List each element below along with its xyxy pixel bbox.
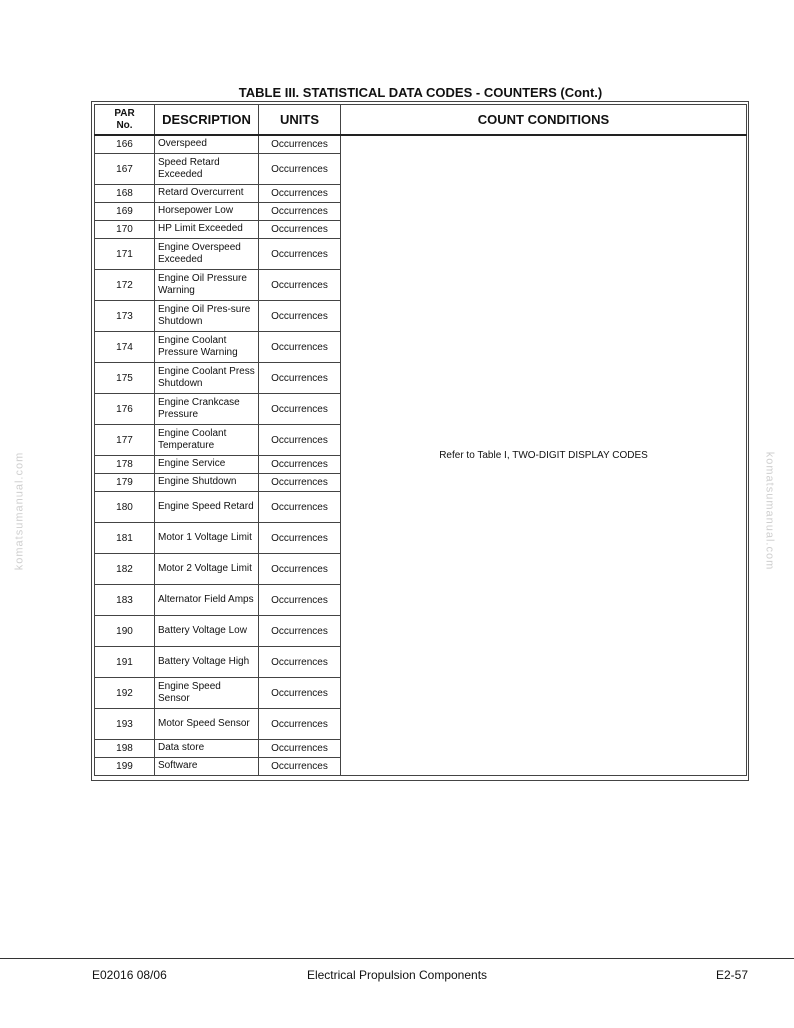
description-cell: Engine Coolant Temperature xyxy=(155,425,259,456)
units-cell: Occurrences xyxy=(259,239,341,270)
par-cell: 168 xyxy=(95,185,155,203)
description-cell: Engine Coolant Press Shutdown xyxy=(155,363,259,394)
description-cell: Alternator Field Amps xyxy=(155,585,259,616)
par-cell: 173 xyxy=(95,301,155,332)
units-cell: Occurrences xyxy=(259,301,341,332)
data-table xyxy=(94,104,747,776)
units-cell: Occurrences xyxy=(259,221,341,239)
header-row xyxy=(95,105,747,136)
description-cell: Overspeed xyxy=(155,135,259,154)
description-cell: Battery Voltage High xyxy=(155,647,259,678)
par-cell: 169 xyxy=(95,203,155,221)
par-cell: 170 xyxy=(95,221,155,239)
units-cell: Occurrences xyxy=(259,185,341,203)
par-cell: 192 xyxy=(95,678,155,709)
par-cell: 190 xyxy=(95,616,155,647)
description-cell: Engine Overspeed Exceeded xyxy=(155,239,259,270)
units-cell: Occurrences xyxy=(259,135,341,154)
header-count-conditions: COUNT CONDITIONS xyxy=(341,105,747,136)
header-description: DESCRIPTION xyxy=(155,105,259,136)
footer-section-title: Electrical Propulsion Components xyxy=(306,968,488,982)
table-row xyxy=(95,135,747,154)
par-cell: 198 xyxy=(95,740,155,758)
description-cell: Engine Shutdown xyxy=(155,474,259,492)
description-cell: Speed Retard Exceeded xyxy=(155,154,259,185)
footer-doc-code: E02016 08/06 xyxy=(92,968,167,982)
units-cell: Occurrences xyxy=(259,474,341,492)
par-cell: 166 xyxy=(95,135,155,154)
footer-page-number: E2-57 xyxy=(715,968,748,982)
units-cell: Occurrences xyxy=(259,332,341,363)
par-cell: 182 xyxy=(95,554,155,585)
header-par-line1: PAR xyxy=(114,107,135,119)
par-cell: 199 xyxy=(95,758,155,776)
units-cell: Occurrences xyxy=(259,270,341,301)
par-cell: 191 xyxy=(95,647,155,678)
par-cell: 180 xyxy=(95,492,155,523)
watermark-right: komatsumanual.com xyxy=(763,451,776,571)
description-cell: Retard Overcurrent xyxy=(155,185,259,203)
units-cell: Occurrences xyxy=(259,394,341,425)
par-cell: 179 xyxy=(95,474,155,492)
units-cell: Occurrences xyxy=(259,492,341,523)
description-cell: Motor 2 Voltage Limit xyxy=(155,554,259,585)
par-cell: 183 xyxy=(95,585,155,616)
description-cell: Engine Speed Sensor xyxy=(155,678,259,709)
units-cell: Occurrences xyxy=(259,678,341,709)
header-par xyxy=(95,105,155,136)
units-cell: Occurrences xyxy=(259,709,341,740)
units-cell: Occurrences xyxy=(259,154,341,185)
description-cell: HP Limit Exceeded xyxy=(155,221,259,239)
units-cell: Occurrences xyxy=(259,425,341,456)
units-cell: Occurrences xyxy=(259,203,341,221)
count-conditions-cell: Refer to Table I, TWO-DIGIT DISPLAY CODES xyxy=(341,135,747,776)
description-cell: Motor Speed Sensor xyxy=(155,709,259,740)
par-cell: 167 xyxy=(95,154,155,185)
units-cell: Occurrences xyxy=(259,363,341,394)
description-cell: Engine Crankcase Pressure xyxy=(155,394,259,425)
header-units: UNITS xyxy=(259,105,341,136)
units-cell: Occurrences xyxy=(259,740,341,758)
par-cell: 193 xyxy=(95,709,155,740)
par-cell: 177 xyxy=(95,425,155,456)
par-cell: 178 xyxy=(95,456,155,474)
par-cell: 172 xyxy=(95,270,155,301)
data-table-frame xyxy=(91,101,749,781)
units-cell: Occurrences xyxy=(259,758,341,776)
units-cell: Occurrences xyxy=(259,523,341,554)
par-cell: 176 xyxy=(95,394,155,425)
description-cell: Engine Coolant Pressure Warning xyxy=(155,332,259,363)
header-par-line2: No. xyxy=(116,119,133,131)
units-cell: Occurrences xyxy=(259,616,341,647)
units-cell: Occurrences xyxy=(259,585,341,616)
description-cell: Engine Service xyxy=(155,456,259,474)
par-cell: 174 xyxy=(95,332,155,363)
description-cell: Software xyxy=(155,758,259,776)
par-cell: 181 xyxy=(95,523,155,554)
watermark-left: komatsumanual.com xyxy=(13,451,26,571)
description-cell: Battery Voltage Low xyxy=(155,616,259,647)
footer-divider xyxy=(0,958,794,959)
description-cell: Engine Oil Pres-sure Shutdown xyxy=(155,301,259,332)
description-cell: Horsepower Low xyxy=(155,203,259,221)
table-title: TABLE III. STATISTICAL DATA CODES - COUNTERS (Cont.) xyxy=(238,85,603,100)
description-cell: Engine Speed Retard xyxy=(155,492,259,523)
par-cell: 171 xyxy=(95,239,155,270)
description-cell: Motor 1 Voltage Limit xyxy=(155,523,259,554)
description-cell: Engine Oil Pressure Warning xyxy=(155,270,259,301)
units-cell: Occurrences xyxy=(259,456,341,474)
par-cell: 175 xyxy=(95,363,155,394)
description-cell: Data store xyxy=(155,740,259,758)
units-cell: Occurrences xyxy=(259,554,341,585)
units-cell: Occurrences xyxy=(259,647,341,678)
